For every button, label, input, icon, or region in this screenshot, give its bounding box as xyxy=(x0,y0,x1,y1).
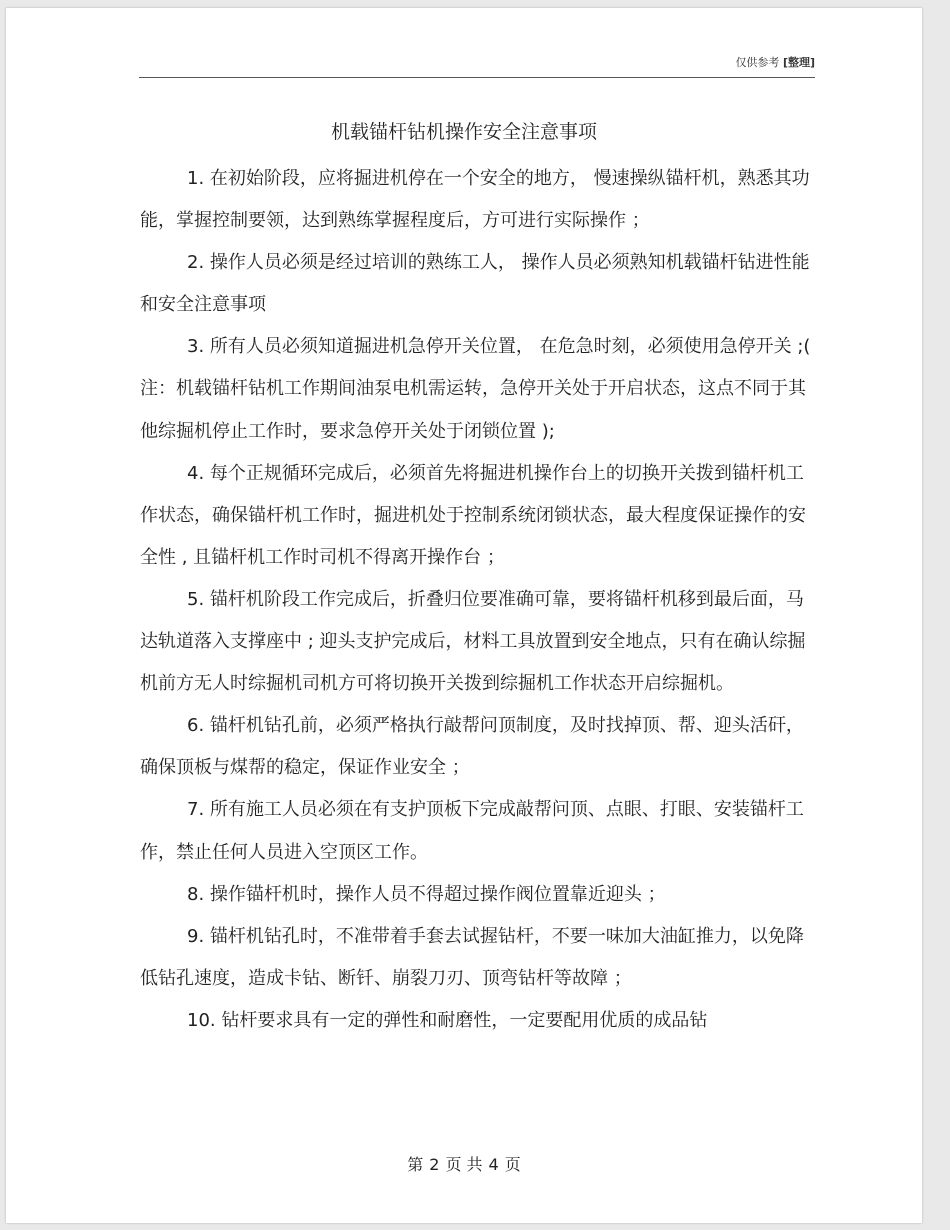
paragraph-10: 10. 钻杆要求具有一定的弹性和耐磨性，一定要配用优质的成品钻 xyxy=(187,1009,708,1031)
paragraph-3: 3. 所有人员必须知道掘进机急停开关位置， 在危急时刻，必须使用急停开关 ;( 注：机载锚杆钻机工作期间油泵电机需运转，急停开关处于开启状态，这点不同于其他综掘机停止工作时，要求急停开关处于闭锁位置 ); xyxy=(140,336,811,442)
footer-suffix: 页 xyxy=(504,1155,521,1174)
document-title: 机载锚杆钻机操作安全注意事项 xyxy=(330,121,597,143)
page-footer xyxy=(6,1152,922,1175)
footer-total-pages: 4 xyxy=(488,1155,499,1174)
paragraph-6: 6. 锚杆机钻孔前，必须严格执行敲帮问顶制度，及时找掉顶、帮、迎头活矸，确保顶板与煤帮的稳定，保证作业安全 ； xyxy=(140,715,804,779)
paragraph-1: 1. 在初始阶段，应将掘进机停在一个安全的地方， 慢速操纵锚杆机，熟悉其功能，掌握控制要领，达到熟练掌握程度后，方可进行实际操作 ； xyxy=(140,168,810,232)
footer-prefix: 第 xyxy=(407,1155,424,1174)
paragraph-8: 8. 操作锚杆机时，操作人员不得超过操作阀位置靠近迎头 ； xyxy=(187,883,666,905)
document-body xyxy=(140,158,812,1042)
header-rule xyxy=(139,77,815,78)
header-tag: [整理] xyxy=(782,56,815,69)
paragraph-4: 4. 每个正规循环完成后，必须首先将掘进机操作台上的切换开关拨到锚杆机工作状态，确保锚杆机工作时，掘进机处于控制系统闭锁状态，最大程度保证操作的安全性 , 且锚杆机工作时司机不得离开操作台 ； xyxy=(140,462,806,568)
paragraph-7: 7. 所有施工人员必须在有支护顶板下完成敲帮问顶、点眼、打眼、安装锚杆工作，禁止任何人员进入空顶区工作。 xyxy=(140,799,804,863)
document-page xyxy=(6,8,922,1223)
header-text: 仅供参考 xyxy=(735,56,780,69)
paragraph-5: 5. 锚杆机阶段工作完成后，折叠归位要准确可靠，要将锚杆机移到最后面，马达轨道落入支撑座中 ; 迎头支护完成后，材料工具放置到安全地点，只有在确认综掘机前方无人时综掘机司机方可将切换开关拨到综掘机工作状态开启综掘机。 xyxy=(140,588,806,695)
footer-page-number: 2 xyxy=(429,1155,440,1174)
footer-middle: 页 共 xyxy=(445,1155,483,1174)
paragraph-9: 9. 锚杆机钻孔时，不准带着手套去试握钻杆，不要一味加大油缸推力，以免降低钻孔速度，造成卡钻、断钎、崩裂刀刃、顶弯钻杆等故障 ； xyxy=(140,925,804,989)
page-header xyxy=(139,54,815,70)
paragraph-2: 2. 操作人员必须是经过培训的熟练工人， 操作人员必须熟知机载锚杆钻进性能和安全注意事项 xyxy=(140,252,810,316)
